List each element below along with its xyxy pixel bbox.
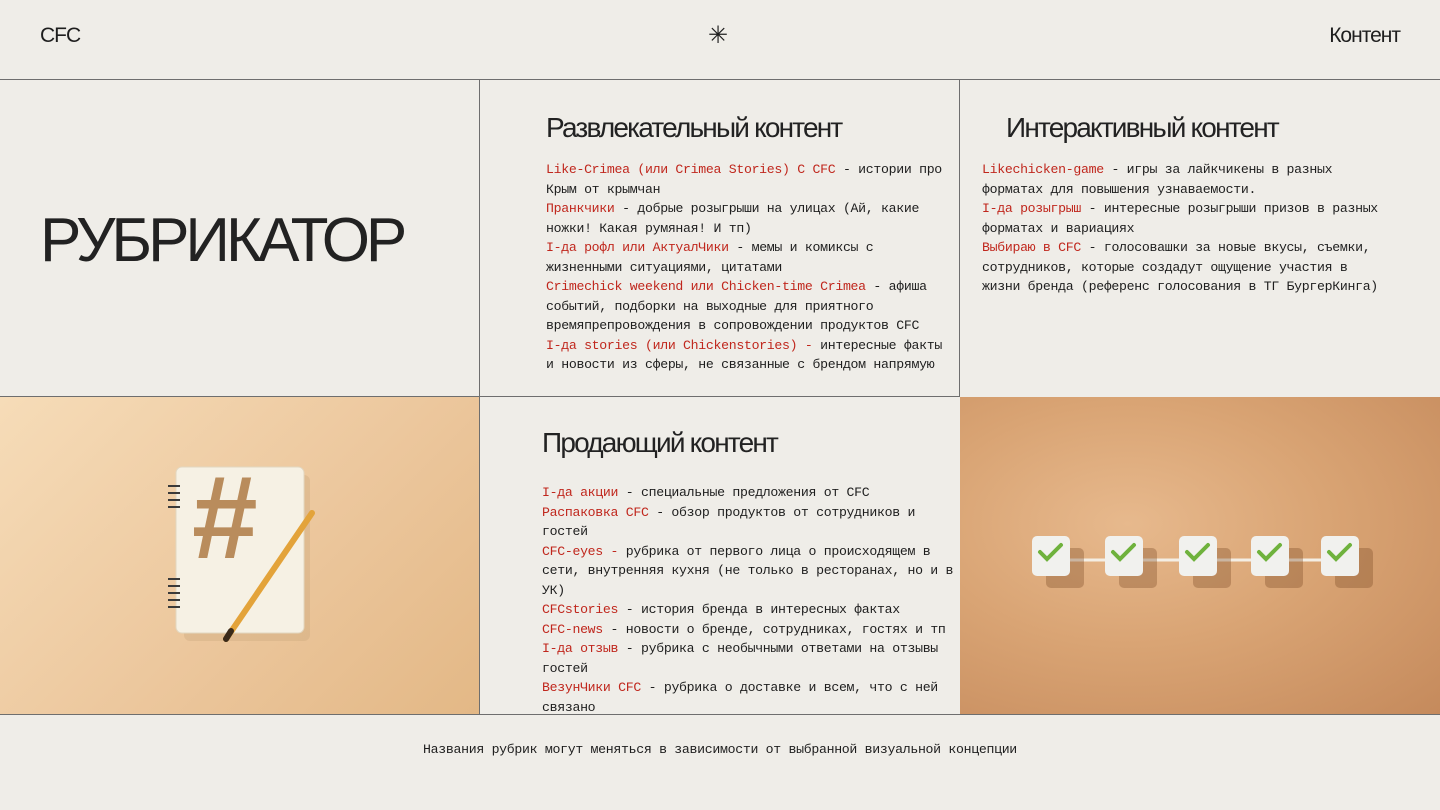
rubric-desc: - игры за лайкчикены в разных форматах для повышения узнаваемости.	[982, 162, 1333, 197]
rubric-name: Likechicken-game	[982, 162, 1104, 177]
brand-logo[interactable]: CFC	[40, 24, 81, 47]
nav-content-link[interactable]: Контент	[1329, 24, 1400, 47]
check-block-icon	[1251, 536, 1303, 588]
list-item	[542, 678, 954, 717]
list-item	[546, 336, 942, 375]
selling-section	[542, 427, 954, 717]
rubric-name: I-да stories (или Chickenstories) -	[546, 337, 821, 353]
rubric-desc: - афиша событий, подборки на выходные для приятного времяпрепровождения в сопровождении продуктов CFC	[546, 279, 927, 333]
list-item	[546, 199, 942, 238]
grid-divider-left	[479, 79, 480, 715]
check-block-icon	[1321, 536, 1373, 588]
rubric-desc: - голосовашки за новые вкусы, съемки, сотрудников, которые создадут ощущение участия в жизни бренда (референс голосования в ТГ БургерКинга)	[982, 240, 1378, 294]
entertainment-section	[546, 112, 942, 375]
rubric-name: I-да розыгрыш	[982, 201, 1081, 216]
list-item	[546, 277, 942, 336]
list-item	[982, 238, 1392, 297]
header-divider	[0, 79, 1440, 80]
list-item	[546, 238, 942, 277]
check-block-icon	[1179, 536, 1231, 588]
rubric-desc: - новости о бренде, сотрудниках, гостях и тп	[602, 621, 946, 637]
rubric-name: Распаковка CFC	[542, 504, 649, 520]
rubric-desc: - истории про Крым от крымчан	[546, 162, 942, 197]
rubric-desc: - интересные розыгрыши призов в разных форматах и вариациях	[982, 201, 1378, 236]
list-item	[542, 600, 954, 620]
rubric-name: I-да акции	[542, 485, 619, 500]
rubric-desc: интересные факты и новости из сферы, не связанные с брендом напрямую	[546, 337, 942, 372]
hashtag-icon: #	[192, 452, 258, 584]
footer-note: Названия рубрик могут меняться в зависимости от выбранной визуальной концепции	[423, 742, 1017, 757]
rubric-desc: - история бренда в интересных фактах	[618, 602, 900, 617]
rubric-desc: - рубрика о доставке и всем, что с ней связано	[542, 680, 938, 715]
checkmarks-photo	[960, 397, 1440, 714]
selling-title: Продающий контент	[542, 427, 778, 458]
list-item	[982, 160, 1392, 199]
grid-divider-right	[959, 79, 960, 397]
rubric-name: I-да отзыв	[542, 641, 619, 656]
notebook-hashtag-photo	[0, 397, 479, 714]
rubric-name: Пранкчики	[546, 201, 615, 216]
rubric-name: Выбираю в CFC	[982, 240, 1081, 255]
rubric-desc: рубрика от первого лица о происходящем в сети, внутренняя кухня (не только в ресторанах, но и в УК)	[542, 543, 954, 598]
list-item	[546, 160, 942, 199]
rubric-desc: - специальные предложения от CFC	[618, 485, 870, 500]
rubric-desc: - мемы и комиксы с жизненными ситуациями, цитатами	[546, 240, 874, 275]
page-title: РУБРИКАТОР	[40, 206, 404, 275]
rubric-name: CFC-eyes -	[542, 543, 626, 559]
list-item	[542, 503, 954, 542]
list-item	[542, 542, 954, 601]
list-item	[542, 639, 954, 678]
list-item	[542, 483, 954, 503]
rubric-name: I-да рофл или АктуалЧики	[546, 240, 729, 255]
list-item	[542, 620, 954, 640]
rubric-name: ВезунЧики CFC	[542, 680, 641, 695]
checkmark-blocks-illustration	[960, 397, 1440, 714]
rubric-desc: - добрые розыгрыши на улицах (Ай, какие ножки! Какая румяная! И тп)	[546, 201, 920, 236]
rubric-name: CFCstories	[542, 602, 619, 617]
rubric-name: Crimechick weekend или Chicken-time Crimea	[546, 279, 866, 294]
entertainment-title: Развлекательный контент	[546, 112, 842, 143]
interactive-title: Интерактивный контент	[1006, 112, 1278, 143]
asterisk-icon: ✳	[708, 22, 729, 49]
rubric-desc: - рубрика с необычными ответами на отзывы гостей	[542, 641, 938, 676]
interactive-section	[982, 112, 1392, 297]
rubric-name: Like-Crimea (или Crimea Stories) С CFC	[546, 162, 836, 177]
check-block-icon	[1105, 536, 1157, 588]
check-block-icon	[1032, 536, 1084, 588]
rubric-desc: - обзор продуктов от сотрудников и гостей	[542, 504, 916, 539]
rubric-name: CFC-news	[542, 621, 603, 637]
list-item	[982, 199, 1392, 238]
